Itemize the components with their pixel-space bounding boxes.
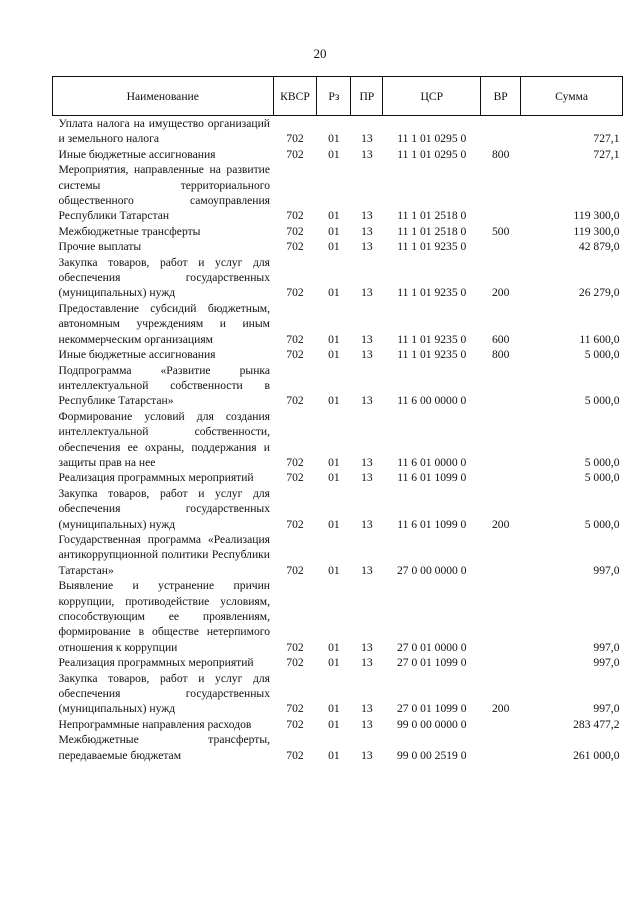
cell-rz: 01 — [328, 224, 340, 238]
header-rz: Рз — [317, 77, 351, 116]
cell-rz: 01 — [328, 656, 340, 670]
cell-vr: 500 — [491, 224, 510, 238]
cell-pr: 13 — [361, 348, 373, 362]
cell-name: Закупка товаров, работ и услуг для обеспечения государственных (муниципальных) нужд — [58, 255, 271, 300]
cell-vr — [481, 470, 521, 485]
table-row — [53, 147, 623, 162]
cell-name: Реализация программных мероприятий — [58, 471, 254, 485]
cell-pr: 13 — [361, 471, 373, 485]
cell-rz: 01 — [328, 132, 340, 146]
cell-pr: 13 — [361, 240, 373, 254]
cell-name: Иные бюджетные ассигнования — [58, 348, 216, 362]
table-row — [53, 655, 623, 670]
cell-sum: 26 279,0 — [578, 286, 620, 300]
cell-rz: 01 — [328, 563, 340, 577]
cell-name: Мероприятия, направленные на развитие системы территориального общественного самоуправления Республики Татарстан — [58, 163, 271, 223]
cell-csr: 11 1 01 9235 0 — [397, 332, 467, 346]
cell-pr: 13 — [361, 147, 373, 161]
cell-name: Межбюджетные трансферты, передаваемые бюджетам — [58, 733, 271, 762]
cell-rz: 01 — [328, 748, 340, 762]
cell-csr: 11 1 01 9235 0 — [397, 286, 467, 300]
cell-sum: 261 000,0 — [573, 748, 620, 762]
cell-kvsr: 702 — [286, 455, 304, 469]
cell-rz: 01 — [328, 209, 340, 223]
cell-name: Закупка товаров, работ и услуг для обеспечения государственных (муниципальных) нужд — [58, 486, 271, 531]
cell-name: Государственная программа «Реализация антикоррупционной политики Республики Татарстан» — [58, 532, 271, 577]
cell-kvsr: 702 — [286, 717, 304, 731]
header-kvsr: КВСР — [273, 77, 317, 116]
cell-pr: 13 — [361, 394, 373, 408]
cell-csr: 11 1 01 0295 0 — [397, 147, 467, 161]
cell-pr: 13 — [361, 640, 373, 654]
cell-rz: 01 — [328, 286, 340, 300]
cell-name: Прочие выплаты — [58, 240, 142, 254]
cell-kvsr: 702 — [286, 517, 304, 531]
cell-csr: 11 6 01 0000 0 — [397, 455, 467, 469]
cell-pr: 13 — [361, 702, 373, 716]
cell-vr — [481, 655, 521, 670]
cell-rz: 01 — [328, 640, 340, 654]
header-pr: ПР — [351, 77, 383, 116]
cell-sum: 5 000,0 — [584, 517, 620, 531]
cell-sum: 997,0 — [593, 563, 620, 577]
cell-vr — [481, 717, 521, 732]
cell-csr: 27 0 00 0000 0 — [396, 563, 467, 577]
table-row — [53, 578, 623, 655]
cell-kvsr: 702 — [286, 748, 304, 762]
cell-pr: 13 — [361, 209, 373, 223]
cell-csr: 11 1 01 9235 0 — [397, 348, 467, 362]
cell-sum: 997,0 — [593, 640, 620, 654]
cell-rz: 01 — [328, 471, 340, 485]
cell-vr: 600 — [491, 332, 510, 346]
cell-sum: 997,0 — [593, 656, 620, 670]
cell-vr — [481, 532, 521, 578]
cell-pr: 13 — [361, 455, 373, 469]
cell-sum: 119 300,0 — [573, 224, 620, 238]
cell-kvsr: 702 — [286, 209, 304, 223]
cell-kvsr: 702 — [286, 394, 304, 408]
cell-pr: 13 — [361, 132, 373, 146]
cell-pr: 13 — [361, 224, 373, 238]
cell-csr: 27 0 01 0000 0 — [396, 640, 467, 654]
cell-sum: 727,1 — [593, 147, 620, 161]
cell-vr: 200 — [491, 702, 510, 716]
cell-pr: 13 — [361, 286, 373, 300]
cell-rz: 01 — [328, 702, 340, 716]
cell-kvsr: 702 — [286, 640, 304, 654]
cell-kvsr: 702 — [286, 563, 304, 577]
cell-vr — [481, 116, 521, 147]
table-row — [53, 732, 623, 763]
table-header-row — [53, 77, 623, 116]
cell-name: Выявление и устранение причин коррупции, противодействие условиям, способствующим ее проявлениям, формирование в обществе нетерпимого отношения к коррупции — [58, 579, 271, 654]
cell-vr — [481, 578, 521, 655]
table-row — [53, 486, 623, 532]
cell-csr: 11 1 01 2518 0 — [397, 209, 467, 223]
cell-sum: 5 000,0 — [584, 471, 620, 485]
cell-csr: 11 6 00 0000 0 — [397, 394, 467, 408]
header-csr: ЦСР — [383, 77, 481, 116]
cell-vr — [481, 363, 521, 409]
cell-sum: 11 600,0 — [579, 332, 620, 346]
cell-rz: 01 — [328, 517, 340, 531]
cell-name: Уплата налога на имущество организаций и земельного налога — [58, 117, 271, 146]
header-sum: Сумма — [521, 77, 623, 116]
cell-name: Закупка товаров, работ и услуг для обеспечения государственных (муниципальных) нужд — [58, 671, 271, 716]
cell-rz: 01 — [328, 455, 340, 469]
header-vr: ВР — [481, 77, 521, 116]
cell-rz: 01 — [328, 147, 340, 161]
cell-name: Предоставление субсидий бюджетным, автономным учреждениям и иным некоммерческим организациям — [58, 301, 271, 346]
page-number: 20 — [313, 46, 327, 61]
cell-name: Формирование условий для создания интеллектуальной собственности, обеспечения ее охраны, поддержания и защиты прав на нее — [58, 409, 271, 469]
table-row — [53, 239, 623, 254]
cell-csr: 99 0 00 2519 0 — [396, 748, 467, 762]
table-row — [53, 116, 623, 147]
cell-vr — [481, 239, 521, 254]
cell-csr: 27 0 01 1099 0 — [396, 702, 467, 716]
cell-vr — [481, 732, 521, 763]
table-row — [53, 301, 623, 347]
cell-vr — [481, 162, 521, 224]
cell-name: Реализация программных мероприятий — [58, 656, 254, 670]
cell-kvsr: 702 — [286, 240, 304, 254]
cell-kvsr: 702 — [286, 656, 304, 670]
cell-vr: 200 — [491, 286, 510, 300]
cell-rz: 01 — [328, 348, 340, 362]
cell-pr: 13 — [361, 332, 373, 346]
table-row — [53, 532, 623, 578]
cell-sum: 119 300,0 — [573, 209, 620, 223]
cell-csr: 99 0 00 0000 0 — [396, 717, 467, 731]
cell-kvsr: 702 — [286, 132, 304, 146]
cell-pr: 13 — [361, 717, 373, 731]
cell-rz: 01 — [328, 717, 340, 731]
cell-kvsr: 702 — [286, 702, 304, 716]
table-row — [53, 224, 623, 239]
cell-name: Межбюджетные трансферты — [58, 224, 201, 238]
budget-table — [52, 76, 623, 763]
cell-csr: 11 1 01 2518 0 — [397, 224, 467, 238]
cell-kvsr: 702 — [286, 147, 304, 161]
cell-pr: 13 — [361, 563, 373, 577]
cell-vr: 800 — [491, 348, 510, 362]
cell-kvsr: 702 — [286, 332, 304, 346]
cell-name: Иные бюджетные ассигнования — [58, 147, 216, 161]
cell-csr: 11 6 01 1099 0 — [397, 471, 467, 485]
cell-csr: 11 1 01 9235 0 — [397, 240, 467, 254]
cell-rz: 01 — [328, 394, 340, 408]
table-row — [53, 363, 623, 409]
cell-sum: 42 879,0 — [578, 240, 620, 254]
cell-pr: 13 — [361, 748, 373, 762]
cell-sum: 5 000,0 — [584, 394, 620, 408]
cell-kvsr: 702 — [286, 471, 304, 485]
cell-csr: 27 0 01 1099 0 — [396, 656, 467, 670]
cell-sum: 727,1 — [593, 132, 620, 146]
cell-kvsr: 702 — [286, 224, 304, 238]
cell-vr: 800 — [491, 147, 510, 161]
header-name: Наименование — [53, 77, 274, 116]
table-row — [53, 470, 623, 485]
cell-sum: 5 000,0 — [584, 348, 620, 362]
cell-pr: 13 — [361, 656, 373, 670]
cell-rz: 01 — [328, 332, 340, 346]
cell-sum: 5 000,0 — [584, 455, 620, 469]
table-row — [53, 255, 623, 301]
table-row — [53, 717, 623, 732]
table-row — [53, 162, 623, 224]
cell-pr: 13 — [361, 517, 373, 531]
cell-vr: 200 — [491, 517, 510, 531]
cell-kvsr: 702 — [286, 286, 304, 300]
table-row — [53, 347, 623, 362]
cell-sum: 997,0 — [593, 702, 620, 716]
table-row — [53, 409, 623, 471]
cell-csr: 11 1 01 0295 0 — [397, 132, 467, 146]
table-row — [53, 671, 623, 717]
cell-sum: 283 477,2 — [573, 717, 620, 731]
cell-name: Непрограммные направления расходов — [58, 717, 252, 731]
cell-csr: 11 6 01 1099 0 — [397, 517, 467, 531]
cell-name: Подпрограмма «Развитие рынка интеллектуальной собственности в Республике Татарстан» — [58, 363, 271, 408]
cell-rz: 01 — [328, 240, 340, 254]
cell-vr — [481, 409, 521, 471]
cell-kvsr: 702 — [286, 348, 304, 362]
